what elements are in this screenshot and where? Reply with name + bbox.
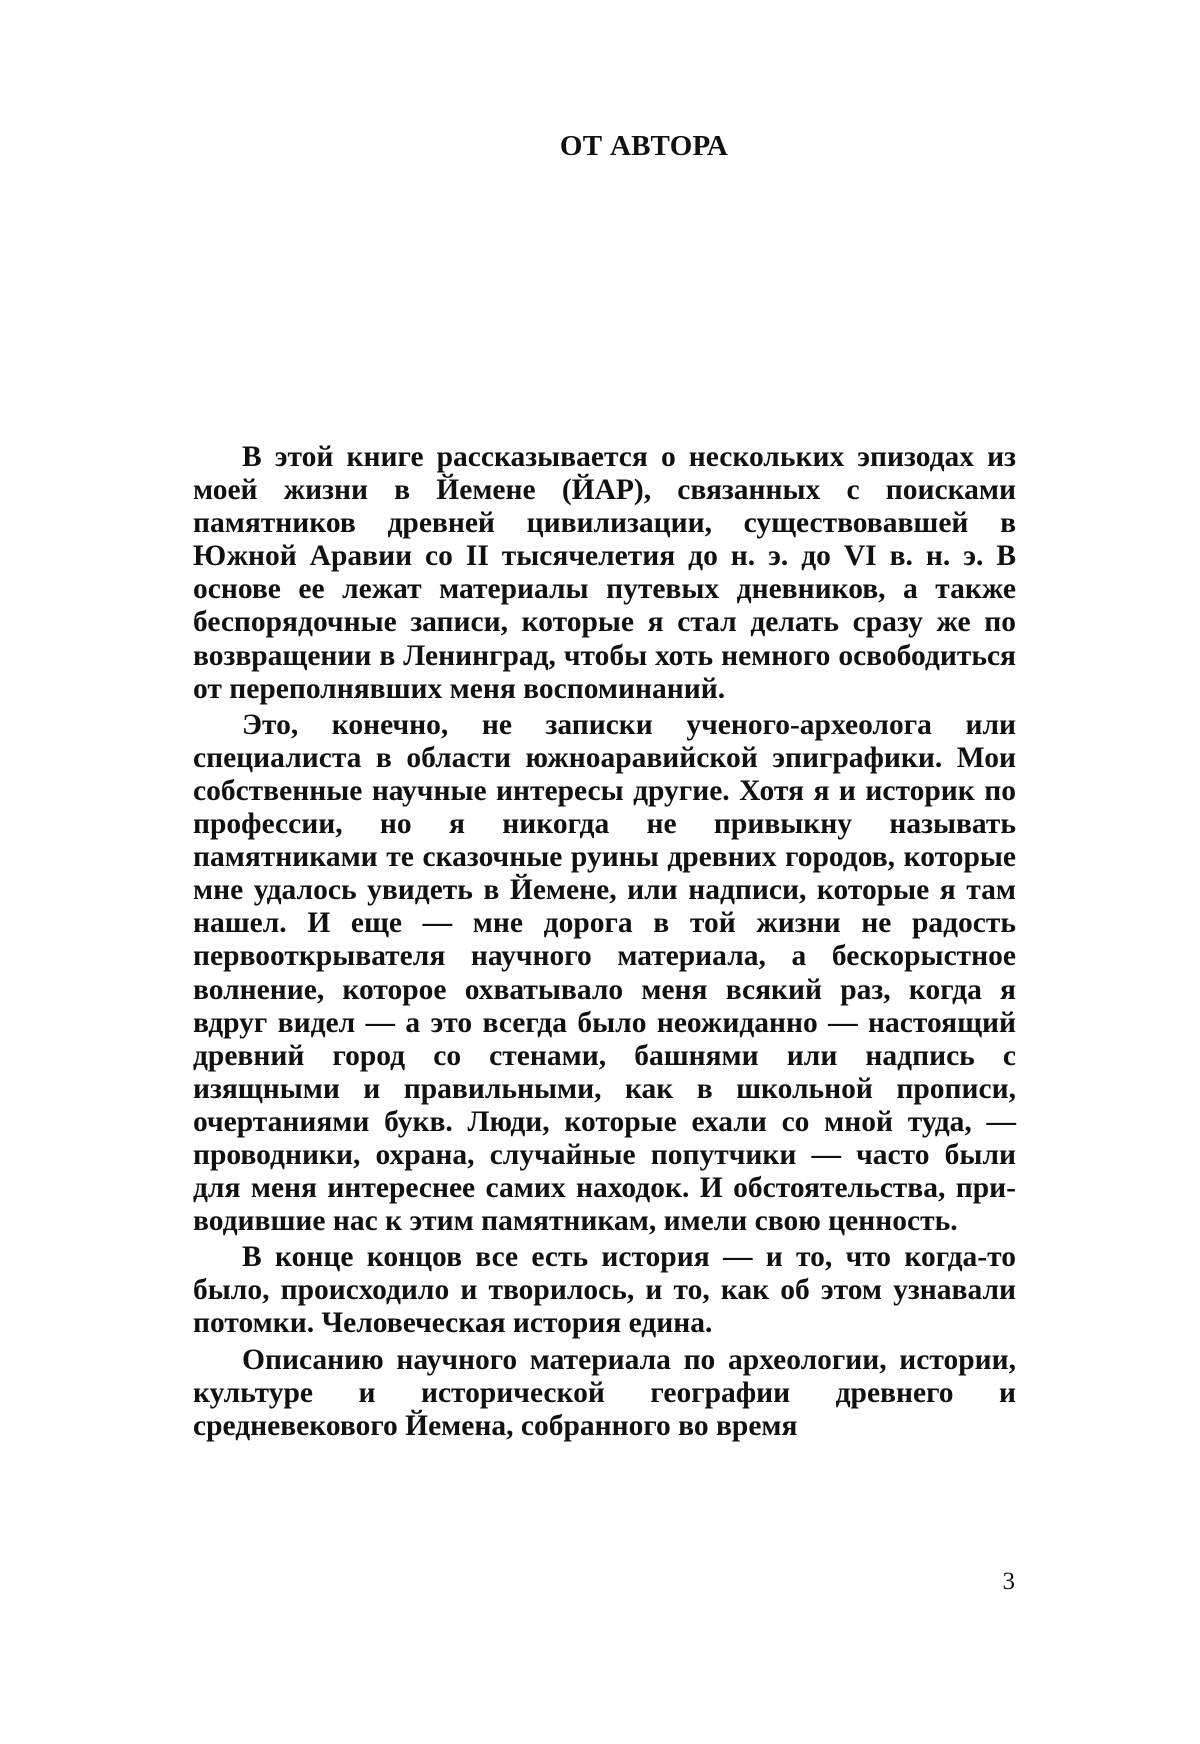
chapter-body [193, 441, 1016, 1446]
page-number: 3 [1002, 1568, 1015, 1595]
paragraph: Это, конечно, не записки ученого-археолога или специалиста в области южноаравийской эпиграфики. Мои собственные научные интересы другие. Хотя я и историк по профессии, но я никогда не привыкну называть памятниками те сказочные руины древних городов, которые мне удалось увидеть в Йемене, или надписи, которые я там нашел. И еще — мне дорога в той жизни не радость первооткрывателя научного материала, а бескорыстное волнение, которое охватывало меня всякий раз, когда я вдруг видел — а это всегда было неожиданно — настоящий древний город со стенами, башнями или надпись с изящными и правильными, как в школьной прописи, очертаниями букв. Люди, которые ехали со мной туда, — проводники, охрана, случайные попутчики — часто были для меня интереснее самих находок. И обстоятельства, приводившие нас к этим памятникам, имели свою ценность. [193, 708, 1016, 1238]
paragraph: В конце концов все есть история — и то, что когда-то было, происходило и творилось, и то, как об этом узнавали потомки. Человеческая история едина. [193, 1241, 1016, 1340]
paragraph: Описанию научного материала по археологии, истории, культуре и исторической географии древнего и средневекового Йемена, собранного во время [193, 1343, 1016, 1442]
chapter-title: ОТ АВТОРА [559, 130, 729, 162]
paragraph: В этой книге рассказывается о нескольких эпизодах из моей жизни в Йемене (ЙАР), связанных с поисками памятников древней цивилизации, существовавшей в Южной Аравии со II тысячелетия до н. э. до VI в. н. э. В основе ее лежат материалы путевых дневников, а также беспорядочные записи, которые я стал делать сразу же по возвращении в Ленинград, чтобы хоть немного освободиться от переполнявших меня воспоминаний. [193, 441, 1016, 705]
